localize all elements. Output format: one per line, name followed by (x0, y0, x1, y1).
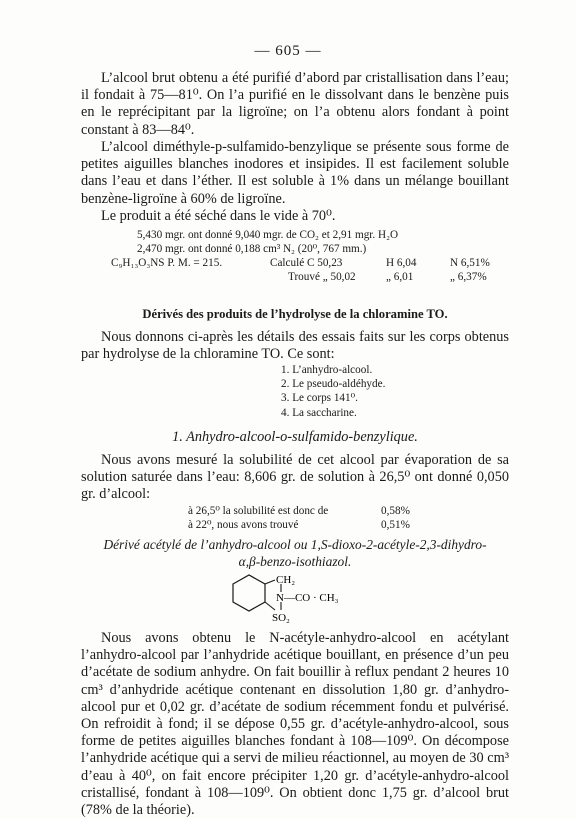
solubility-results (81, 504, 509, 532)
paragraph-purification (81, 70, 509, 139)
section-title: Dérivés des produits de l’hydrolyse de la chloramine TO. (142, 307, 448, 321)
paragraph-text: L’alcool diméthyle-p-sulfamido-benzylique se présente sous forme de petites aiguilles blanches inodores et insipides. Il est facilement soluble dans l’eau et dans l’éther. Il est soluble à 1% dans un mélange bouillant benzène-ligroïne à 60% de ligroïne. (81, 139, 509, 207)
paragraph-text: Nous avons mesuré la solubilité de cet alcool par évaporation de sa solution saturée dans l’eau: 8,606 gr. de solution à 26,5⁰ ont donné 0,050 gr. d’alcool: (81, 452, 509, 503)
list-item: 1. L’anhydro-alcool. (281, 364, 373, 376)
analysis-line: 5,430 mgr. ont donné 9,040 mgr. de CO₂ et 2,91 mgr. H₂O (137, 229, 399, 241)
list-item: 2. Le pseudo-aldéhyde. (281, 378, 386, 391)
benzene-ring (233, 575, 265, 611)
analysis-found-h: „ 6,01 (386, 271, 414, 283)
paragraph-solubility (81, 452, 509, 504)
list-item: 4. La saccharine. (281, 406, 357, 419)
analysis-found-n: „ 6,37% (450, 271, 487, 283)
analysis-formula: C₉H₁₃O₃NS P. M. = 215. (111, 257, 223, 269)
solubility-line: à 22⁰, nous avons trouvé (188, 519, 299, 531)
paragraph-text: Nous avons obtenu le N-acétyle-anhydro-alcool en acétylant l’anhydro-alcool par l’anhydride acétique bouillant, en présence d’un peu d’acétate de sodium anhydre. On fait bouillir à reflux pendant 2 heures 10 cm³ d’anhydride acétique contenant en dissolution 1,80 gr. d’anhydro-alcool pur et 0,02 gr. d’acétate de sodium récemment fondu et pulvérisé. On refroidit à fond; il se dépose 0,55 gr. d’acétyle-anhydro-alcool, sous forme de petites aiguilles blanches fondant à 108—109⁰. On décompose l’anhydride acétique qui a servi de milieu réactionnel, au moyen de 30 cm³ d’eau à 40⁰, on fait encore précipiter 1,20 gr. d’acétyle-anhydro-alcool cristallisé, fondant à 108—109⁰. On obtient donc 1,75 gr. d’alcool brut (78% de la théorie). (81, 630, 509, 819)
derivative-title (81, 536, 509, 570)
analysis-found: Trouvé „ 50,02 (288, 271, 356, 283)
n-group-label: N—CO · CH₃ (276, 592, 339, 604)
paragraph-text: L’alcool brut obtenu a été purifié d’abord par cristallisation dans l’eau; il fondait à 75—81⁰. On l’a purifié en le dissolvant dans le benzène puis en le reprécipitant par la ligroïne; on l’a obtenu alors fondant à point constant à 83—84⁰. (81, 70, 509, 138)
paragraph-properties (81, 139, 509, 208)
solubility-value: 0,51% (381, 519, 410, 531)
analysis-calc-h: H 6,04 (386, 257, 417, 269)
solubility-value: 0,58% (381, 505, 410, 517)
paragraph-text: Le produit a été séché dans le vide à 70⁰. (101, 208, 336, 224)
list-item: 3. Le corps 141⁰. (281, 392, 358, 405)
so2-label: SO₂ (272, 612, 290, 624)
paragraph-drying (81, 208, 509, 225)
solubility-line: à 26,5⁰ la solubilité est donc de (188, 505, 329, 517)
bond-line (265, 580, 275, 584)
analysis-calc: Calculé C 50,23 (270, 257, 343, 269)
paragraph-intro (81, 329, 509, 363)
paragraph-acetylation (81, 630, 509, 819)
chemical-structure (215, 572, 355, 632)
bond-line (265, 602, 275, 610)
paragraph-text: Nous donnons ci-après les détails des essais faits sur les corps obtenus par hydrolyse de la chloramine TO. Ce sont: (81, 329, 509, 363)
analysis-line: 2,470 mgr. ont donné 0,188 cm³ N₂ (20⁰, 767 mm.) (137, 243, 367, 255)
ch2-label: CH₂ (276, 574, 296, 586)
page-number: — 605 — (254, 43, 322, 59)
derivative-title-line: α,β-benzo-isothiazol. (238, 554, 352, 569)
subsection-title: 1. Anhydro-alcool-o-sulfamido-benzylique. (172, 429, 418, 445)
analysis-calc-n: N 6,51% (450, 257, 490, 269)
elemental-analysis (81, 228, 509, 284)
derivative-title-line: Dérivé acétylé de l’anhydro-alcool ou 1,S-dioxo-2-acétyle-2,3-dihydro- (103, 537, 487, 552)
